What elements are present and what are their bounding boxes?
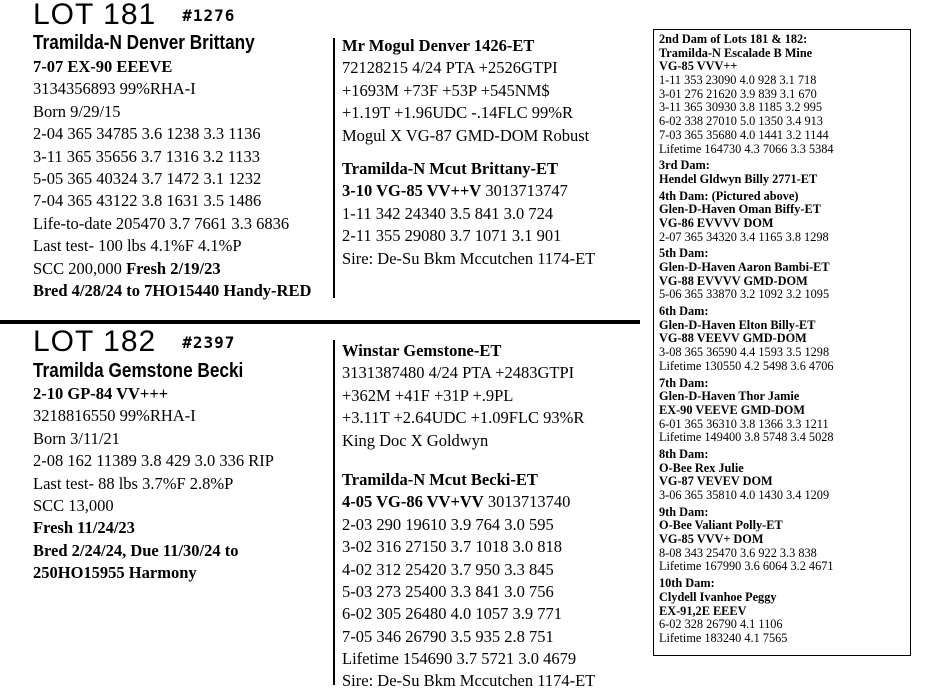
lot-181-column-divider <box>333 38 335 298</box>
lot181-dam-line: 1-11 342 24340 3.5 841 3.0 724 <box>342 203 554 223</box>
lot181-detail-line: 2-04 365 34785 3.6 1238 3.3 1136 <box>33 124 261 144</box>
lot-182-number: #2397 <box>182 333 236 353</box>
pedigree-heading: VG-88 EVVVV GMD-DOM <box>659 273 808 288</box>
lot-182-dam-name: Tramilda-N Mcut Becki-ET <box>342 469 538 489</box>
lot182-dam-line: 6-02 305 26480 4.0 1057 3.9 771 <box>342 604 562 624</box>
lot181-dam-line: 2-11 355 29080 3.7 1071 3.1 901 <box>342 226 562 246</box>
lot181-sire-line: +1693M +73F +53P +545NM$ <box>342 80 550 100</box>
pedigree-record: 1-11 353 23090 4.0 928 3.1 718 <box>659 73 817 88</box>
pedigree-record: 3-01 276 21620 3.9 839 3.1 670 <box>659 86 817 101</box>
lot182-dam-line: 3-02 316 27150 3.7 1018 3.0 818 <box>342 537 562 557</box>
lot181-sire-line: 72128215 4/24 PTA +2526GTPI <box>342 58 558 78</box>
pedigree-record: 6-02 328 26790 4.1 1106 <box>659 617 783 632</box>
lot-182-dam-class: 4-05 VG-86 VV+VV <box>342 492 484 512</box>
pedigree-heading: Hendel Gldwyn Billy 2771-ET <box>659 171 818 186</box>
lot181-detail-line: 5-05 365 40324 3.7 1472 3.1 1232 <box>33 168 262 188</box>
pedigree-heading: 9th Dam: <box>659 504 709 519</box>
pedigree-record: 3-06 365 35810 4.0 1430 3.4 1209 <box>659 488 830 502</box>
lot-181-header <box>33 0 235 31</box>
lot182-detail-line: 250HO15955 Harmony <box>33 563 197 583</box>
lot-182-details <box>33 383 274 585</box>
lot182-dam-line: Sire: De-Su Bkm Mccutchen 1174-ET <box>342 671 596 691</box>
lot-divider <box>0 320 640 324</box>
lot181-sire-line: Mogul X VG-87 GMD-DOM Robust <box>342 125 590 145</box>
pedigree-heading: 10th Dam: <box>659 576 715 591</box>
pedigree-heading: 3rd Dam: <box>659 158 710 173</box>
pedigree-heading: 2nd Dam of Lots 181 & 182: <box>659 32 808 46</box>
lot181-detail-plain: SCC 200,000 <box>33 258 127 278</box>
lot182-detail-line: SCC 13,000 <box>33 495 114 515</box>
lot-182-sire-block <box>342 340 595 693</box>
lot-182-sire-name: Winstar Gemstone-ET <box>342 341 502 360</box>
lot181-dam-line: Sire: De-Su Bkm Mccutchen 1174-ET <box>342 248 596 268</box>
pedigree-heading: Tramilda-N Escalade B Mine <box>659 45 813 60</box>
lot-182-dam-reg: 3013713740 <box>483 492 571 512</box>
pedigree-heading: 4th Dam: (Pictured above) <box>659 188 799 203</box>
pedigree-heading: VG-85 VVV+ DOM <box>659 532 764 547</box>
pedigree-record: 2-07 365 34320 3.4 1165 3.8 1298 <box>659 229 829 244</box>
lot182-sire-line: +3.11T +2.64UDC +1.09FLC 93%R <box>342 408 585 428</box>
lot-181-sire-block <box>342 35 595 270</box>
lot181-detail-line: 7-04 365 43122 3.8 1631 3.5 1486 <box>33 191 262 211</box>
pedigree-heading: Glen-D-Haven Thor Jamie <box>659 389 800 404</box>
pedigree-record: 6-02 338 27010 5.0 1350 3.4 913 <box>659 114 823 129</box>
lot182-detail-line: 2-08 162 11389 3.8 429 3.0 336 RIP <box>33 451 274 471</box>
lot181-detail-line: Last test- 100 lbs 4.1%F 4.1%P <box>33 236 242 256</box>
lot181-detail-line: 3-11 365 35656 3.7 1316 3.2 1133 <box>33 146 261 166</box>
lot182-dam-line: 7-05 346 26790 3.5 935 2.8 751 <box>342 626 554 646</box>
lot181-detail-line <box>33 258 311 280</box>
lot-181-number: #1276 <box>182 6 236 26</box>
pedigree-list <box>659 33 834 646</box>
pedigree-record: 5-06 365 33870 3.2 1092 3.2 1095 <box>659 287 830 302</box>
lot-181-details <box>33 56 311 302</box>
pedigree-heading: 6th Dam: <box>659 304 709 319</box>
pedigree-record: 6-01 365 36310 3.8 1366 3.3 1211 <box>659 416 829 431</box>
lot-181-cow-name: Tramilda-N Denver Brittany <box>33 32 255 54</box>
lot-182-title: LOT 182 <box>33 325 157 358</box>
lot181-detail-line: Bred 4/28/24 to 7HO15440 Handy-RED <box>33 280 312 300</box>
lot-181-dam-reg: 3013713747 <box>481 181 568 201</box>
lot182-detail-line: Last test- 88 lbs 3.7%F 2.8%P <box>33 473 234 493</box>
pedigree-heading: Glen-D-Haven Aaron Bambi-ET <box>659 260 830 274</box>
pedigree-heading: VG-87 VEVEV DOM <box>659 474 773 489</box>
lot182-sire-line: 3131387480 4/24 PTA +2483GTPI <box>342 363 575 383</box>
pedigree-heading: 8th Dam: <box>659 446 709 461</box>
pedigree-heading: VG-88 VEEVV GMD-DOM <box>659 331 807 346</box>
pedigree-heading: O-Bee Valiant Polly-ET <box>659 518 783 533</box>
lot181-sire-line: +1.19T +1.96UDC -.14FLC 99%R <box>342 103 573 123</box>
pedigree-record: Lifetime 130550 4.2 5498 3.6 4706 <box>659 358 834 373</box>
pedigree-heading: Clydell Ivanhoe Peggy <box>659 589 777 604</box>
lot182-sire-line: +362M +41F +31P +.9PL <box>342 385 514 405</box>
lot182-detail-line: Born 3/11/21 <box>33 428 120 448</box>
pedigree-heading: VG-85 VVV++ <box>659 59 738 74</box>
lot182-dam-line: 5-03 273 25400 3.3 841 3.0 756 <box>342 581 554 601</box>
lot-181-title: LOT 181 <box>33 0 157 31</box>
lot-182-column-divider <box>333 340 335 685</box>
pedigree-record: Lifetime 167990 3.6 6064 3.2 4671 <box>659 559 834 574</box>
lot181-detail-line: 3134356893 99%RHA-I <box>33 79 196 99</box>
pedigree-heading: 5th Dam: <box>659 246 709 261</box>
pedigree-heading: Glen-D-Haven Elton Billy-ET <box>659 317 816 332</box>
lot181-detail-bold: Fresh 2/19/23 <box>126 258 221 278</box>
pedigree-heading: 7th Dam: <box>659 375 709 390</box>
lot-181-dam-class: 3-10 VG-85 VV++V <box>342 181 482 201</box>
lot181-detail-line: Born 9/29/15 <box>33 101 121 121</box>
lot-181-sire-name: Mr Mogul Denver 1426-ET <box>342 36 535 55</box>
pedigree-heading: Glen-D-Haven Oman Biffy-ET <box>659 202 821 217</box>
lot181-detail-line: Life-to-date 205470 3.7 7661 3.3 6836 <box>33 213 290 233</box>
lot182-dam-line: Lifetime 154690 3.7 5721 3.0 4679 <box>342 649 577 669</box>
pedigree-record: 8-08 343 25470 3.6 922 3.3 838 <box>659 545 817 560</box>
pedigree-record: Lifetime 149400 3.8 5748 3.4 5028 <box>659 430 834 445</box>
pedigree-heading: VG-86 EVVVV DOM <box>659 215 774 230</box>
lot182-dam-line: 2-03 290 19610 3.9 764 3.0 595 <box>342 514 554 534</box>
pedigree-heading: O-Bee Rex Julie <box>659 460 744 475</box>
lot182-sire-line: King Doc X Goldwyn <box>342 430 489 450</box>
pedigree-record: Lifetime 183240 4.1 7565 <box>659 630 788 645</box>
pedigree-record: 3-08 365 36590 4.4 1593 3.5 1298 <box>659 345 830 360</box>
pedigree-heading: EX-90 VEEVE GMD-DOM <box>659 402 805 417</box>
pedigree-record: 3-11 365 30930 3.8 1185 3.2 995 <box>659 100 823 115</box>
pedigree-record: 7-03 365 35680 4.0 1441 3.2 1144 <box>659 127 829 142</box>
lot182-detail-line: 2-10 GP-84 VV+++ <box>33 384 169 403</box>
lot181-detail-line: 7-07 EX-90 EEEVE <box>33 57 173 76</box>
lot-181-dam-name: Tramilda-N Mcut Brittany-ET <box>342 158 559 178</box>
lot182-detail-line: Bred 2/24/24, Due 11/30/24 to <box>33 540 239 560</box>
lot-182-cow-name: Tramilda Gemstone Becki <box>33 360 244 382</box>
pedigree-record: Lifetime 164730 4.3 7066 3.3 5384 <box>659 141 834 156</box>
lot182-dam-line: 4-02 312 25420 3.7 950 3.3 845 <box>342 559 554 579</box>
lot182-detail-line: Fresh 11/24/23 <box>33 518 135 538</box>
pedigree-heading: EX-91,2E EEEV <box>659 603 747 618</box>
lot-182-header <box>33 327 235 358</box>
lot182-detail-line: 3218816550 99%RHA-I <box>33 406 196 426</box>
pedigree-box <box>653 29 911 656</box>
